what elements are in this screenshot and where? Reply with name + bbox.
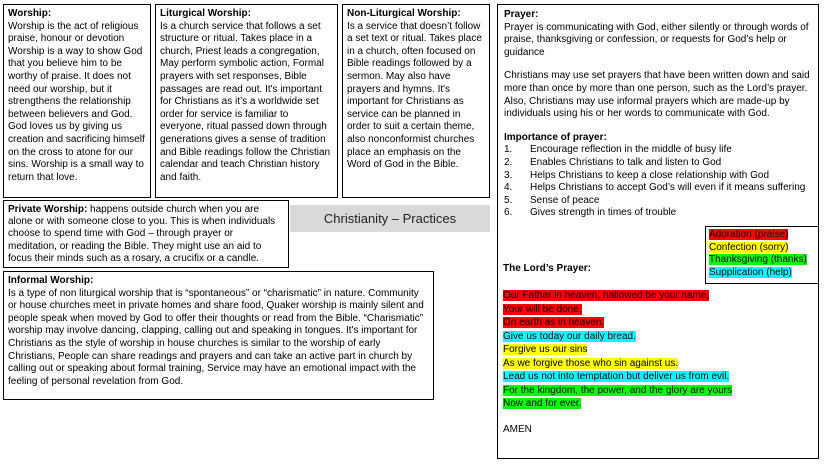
worship-title: Worship:: [8, 8, 52, 19]
private-text: happens outside church when you are alone or with someone close to you. This is when individuals choose to spend time with God – through prayer or meditation, or reading the Bible. They might use an aid to focus their minds such as a rosary, a crucifix or a candle.: [8, 204, 276, 264]
non-liturgical-worship-box: [342, 4, 490, 198]
lords-prayer-text: [503, 289, 813, 411]
legend-supplication: Supplication (help): [709, 266, 792, 278]
lords-prayer-line: Our Father in heaven, hallowed be your name,: [503, 290, 710, 301]
worship-text: Worship is the act of religious praise, honour or devotion Worship is a way to show God that you believe him to be worthy of praise. It does not need our worship, but it strengthens the relationship between believers and God. God loves us by giving us creation and sacrificing himself on the cross to atone for our sins. Worship is a small way to return that love.: [8, 20, 145, 183]
list-item: 4. Helps Christians to accept God’s will even if it means suffering: [504, 182, 806, 194]
lords-prayer-line: Lead us not into temptation but deliver us from evil.: [503, 371, 730, 382]
lords-prayer-title: The Lord’s Prayer:: [503, 263, 591, 274]
list-item: 2. Enables Christians to talk and listen to God: [504, 156, 722, 168]
private-worship-box: [3, 200, 289, 268]
list-item: 5. Sense of peace: [504, 194, 600, 206]
list-item: 6. Gives strength in times of trouble: [504, 207, 677, 219]
lords-prayer-line: Your will be done,: [503, 303, 582, 315]
informal-worship-box: [3, 271, 434, 400]
prayer-intro: Prayer is communicating with God, either silently or through words of praise, thanksgiving or confession, or requests for God’s help or guidance: [504, 21, 809, 58]
list-item: 1. Encourage reflection in the middle of busy life: [504, 144, 732, 156]
lords-prayer-line: Give us today our daily bread.: [503, 330, 636, 342]
page-title-banner: Christianity – Practices: [290, 205, 490, 232]
non-liturgical-text: Is a service that doesn’t follow a set text or ritual. Takes place in a church, often focused on Bible readings followed by a sermon. May also have prayers and hymns. It's important for Christians as service can be planned in order to suit a certain theme, also nonconformist churches place an emphasis on the Word of God in the Bible.: [347, 20, 482, 171]
prayer-type-legend: [705, 226, 819, 284]
lords-prayer-line: As we forgive those who sin against us.: [503, 357, 679, 369]
private-title: Private Worship:: [8, 204, 88, 215]
prayer-title: Prayer:: [504, 9, 539, 20]
prayer-set-prayers: Christians may use set prayers that have been written down and said more than once by more than one person, such as the Lord’s prayer.: [504, 70, 810, 94]
worship-box: [3, 4, 151, 198]
importance-title: Importance of prayer:: [504, 131, 607, 143]
lords-prayer-line: On earth as in heaven.: [503, 317, 605, 328]
legend-adoration: Adoration (praise): [709, 229, 789, 240]
liturgical-title: Liturgical Worship:: [160, 8, 251, 19]
importance-list: [504, 144, 812, 220]
informal-title: Informal Worship:: [8, 275, 94, 286]
amen-text: AMEN: [503, 424, 532, 435]
informal-text: Is a type of non liturgical worship that is “spontaneous” or “charismatic” in nature. Community or house churches meet in private homes and share food, Quaker worship is mainly silent and people speak when moved by God to offer their thoughts or read from the Bible. “Charismatic” worship may involve dancing, clapping, calling out and speaking in tongues. It's important for Christians as the style of worship in house churches is similar to the worship of early Christians, People can share readings and prayers and can take an active part in church by calling out or speaking about formal training, Service may have an emotional impact with the feeling of personal revelation from God.: [8, 287, 424, 387]
non-liturgical-title: Non-Liturgical Worship:: [347, 8, 461, 19]
legend-thanksgiving: Thanksgiving (thanks): [709, 254, 807, 265]
list-item: 3. Helps Christians to keep a close relationship with God: [504, 169, 770, 181]
prayer-informal-prayers: Also, Christians may use informal prayers which are made-up by individuals using his or her words to communicate with God.: [504, 95, 790, 120]
lords-prayer-line: For the kingdom, the power, and the glory are yours: [503, 384, 733, 396]
liturgical-worship-box: [155, 4, 338, 198]
lords-prayer-line: Forgive us our sins: [503, 344, 588, 355]
legend-confession: Confection (sorry): [709, 241, 789, 253]
liturgical-text: Is a church service that follows a set structure or ritual. Takes place in a church, Priest leads a congregation, May perform symbolic action, Formal prayers with set responses, Bible passages are read out. It's important for Christians as it’s a worldwide set order for service is familiar to everyone, ritual passed down through generations gives a sense of tradition and Bible readings follow the Christian calendar and teach Christian history and faith.: [160, 20, 331, 183]
lords-prayer-line: Now and for ever.: [503, 398, 582, 409]
